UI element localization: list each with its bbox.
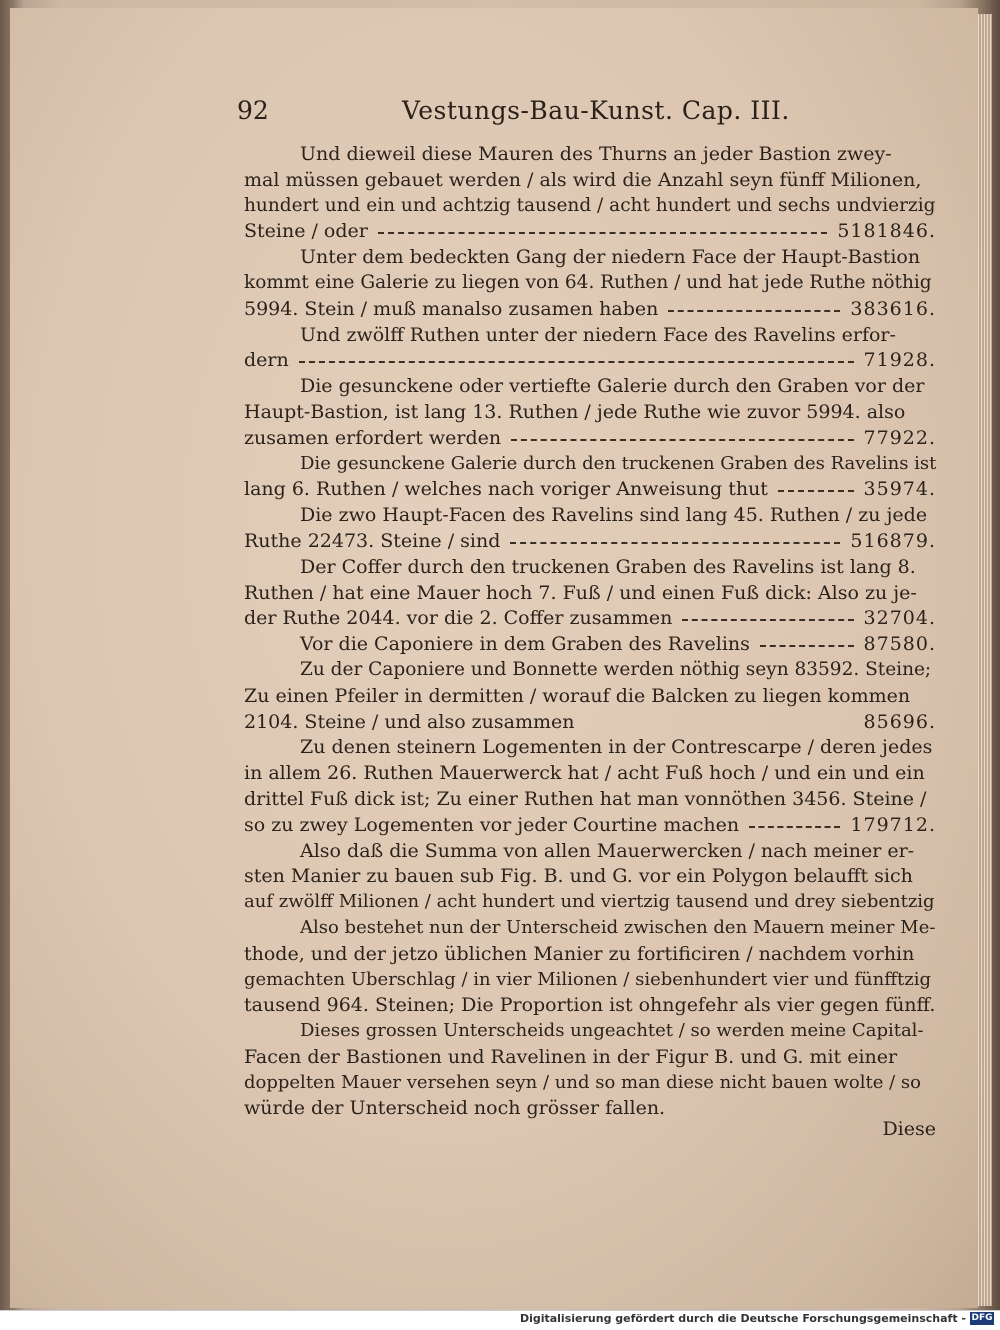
line-text: Die gesunckene Galerie durch den truckenen Graben des Ravelins ist — [300, 452, 936, 474]
text-line — [244, 711, 936, 737]
text-line — [244, 143, 936, 169]
page-header — [237, 96, 937, 132]
line-text: Vor die Caponiere in dem Graben des Ravelins — [300, 633, 750, 656]
text-line — [244, 478, 936, 504]
text-line — [244, 246, 936, 272]
line-text: Und zwölff Ruthen unter der niedern Face des Ravelins erfor- — [300, 323, 896, 346]
page-edges — [978, 14, 992, 1306]
dash-leader — [510, 542, 840, 544]
dash-leader — [682, 619, 853, 621]
body-text — [244, 143, 936, 1123]
text-line — [244, 1020, 936, 1046]
line-text: lang 6. Ruthen / welches nach voriger Anweisung thut — [244, 478, 768, 501]
line-text: doppelten Mauer versehen seyn / und so man diese nicht bauen wolte / so — [244, 1071, 921, 1093]
text-line — [244, 169, 936, 195]
line-sum: 5181846. — [837, 220, 936, 243]
line-text: Der Coffer durch den truckenen Graben des Ravelins ist lang 8. — [300, 555, 916, 578]
dash-leader — [749, 826, 840, 828]
line-text: Haupt-Bastion, ist lang 13. Ruthen / jede Ruthe wie zuvor 5994. also — [244, 400, 906, 423]
text-line — [244, 607, 936, 633]
line-text: tausend 964. Steinen; Die Proportion ist ohngefehr als vier gegen fünff. — [244, 994, 936, 1017]
line-text: Facen der Bastionen und Ravelinen in der Figur B. und G. mit einer — [244, 1045, 898, 1068]
text-line — [244, 1046, 936, 1072]
line-sum: 516879. — [850, 529, 936, 552]
text-line — [244, 375, 936, 401]
running-head: Vestungs-Bau-Kunst. Cap. III. — [402, 96, 790, 125]
line-text: 5994. Stein / muß manalso zusamen haben — [244, 297, 659, 320]
text-line — [244, 659, 936, 685]
text-line — [244, 969, 936, 995]
line-sum: 35974. — [863, 478, 936, 501]
text-line — [244, 865, 936, 891]
text-line — [244, 633, 936, 659]
text-line — [244, 762, 936, 788]
text-line — [244, 582, 936, 608]
text-line — [244, 840, 936, 866]
text-line — [244, 453, 936, 479]
text-line — [244, 994, 936, 1020]
page-number: 92 — [237, 96, 269, 125]
text-line — [244, 685, 936, 711]
dash-leader — [299, 361, 854, 363]
line-sum: 77922. — [863, 426, 936, 449]
text-line — [244, 427, 936, 453]
line-text: gemachten Uberschlag / in vier Milionen / siebenhundert vier und fünfftzig — [244, 968, 931, 990]
line-text: Zu der Caponiere und Bonnette werden nöthig seyn 83592. Steine; — [300, 658, 932, 680]
text-line — [244, 891, 936, 917]
dash-leader — [668, 310, 840, 312]
line-text: auf zwölff Milionen / acht hundert und viertzig tausend und drey siebentzig — [244, 891, 935, 913]
text-line — [244, 298, 936, 324]
catchword: Diese — [882, 1118, 936, 1140]
line-text: Zu denen steinern Logementen in der Contrescarpe / deren jedes — [300, 736, 933, 759]
line-text: Steine / oder — [244, 220, 368, 243]
text-line — [244, 220, 936, 246]
text-line — [244, 272, 936, 298]
line-text: dern — [244, 349, 289, 372]
line-text: Die gesunckene oder vertiefte Galerie durch den Graben vor der — [300, 375, 925, 398]
text-line — [244, 324, 936, 350]
line-text: Also bestehet nun der Unterscheid zwischen den Mauern meiner Me- — [300, 916, 936, 938]
line-sum: 179712. — [850, 813, 936, 836]
line-text: Zu einen Pfeiler in dermitten / worauf die Balcken zu liegen kommen — [244, 684, 911, 707]
dash-leader — [511, 439, 853, 441]
dash-leader — [378, 232, 827, 234]
dash-leader — [760, 645, 854, 647]
text-line — [244, 504, 936, 530]
line-text: 2104. Steine / und also zusammen — [244, 710, 575, 733]
text-line — [244, 736, 936, 762]
line-text: Die zwo Haupt-Facen des Ravelins sind lang 45. Ruthen / zu jede — [300, 504, 928, 527]
text-line — [244, 530, 936, 556]
line-sum: 87580. — [863, 633, 936, 656]
text-line — [244, 1097, 936, 1123]
text-line — [244, 788, 936, 814]
line-text: sten Manier zu bauen sub Fig. B. und G. vor ein Polygon belaufft sich — [244, 865, 913, 888]
dfg-logo: DFG — [971, 1313, 993, 1323]
line-sum: 383616. — [850, 297, 936, 320]
line-text: Unter dem bedeckten Gang der niedern Face der Haupt-Bastion — [300, 246, 921, 269]
line-text: Ruthe 22473. Steine / sind — [244, 529, 501, 552]
line-text: der Ruthe 2044. vor die 2. Coffer zusammen — [244, 607, 673, 630]
line-sum: 71928. — [863, 349, 936, 372]
line-sum: 32704. — [863, 607, 936, 630]
line-sum: 85696. — [863, 710, 936, 733]
line-text: so zu zwey Logementen vor jeder Courtine machen — [244, 813, 740, 836]
text-line — [244, 349, 936, 375]
text-line — [244, 556, 936, 582]
text-line — [244, 814, 936, 840]
text-line — [244, 195, 936, 221]
line-text: mal müssen gebauet werden / als wird die Anzahl seyn fünff Milionen, — [244, 168, 922, 191]
line-text: Dieses grossen Unterscheids ungeachtet / so werden meine Capital- — [300, 1020, 924, 1042]
line-text: Also daß die Summa von allen Mauerwercken / nach meiner er- — [300, 839, 915, 862]
text-line — [244, 1072, 936, 1098]
line-text: drittel Fuß dick ist; Zu einer Ruthen hat man vonnöthen 3456. Steine / — [244, 787, 927, 810]
line-text: Ruthen / hat eine Mauer hoch 7. Fuß / und einen Fuß dick: Also zu je- — [244, 581, 917, 604]
line-text: thode, und der jetzo üblichen Manier zu fortificiren / nachdem vorhin — [244, 942, 915, 965]
line-text: zusamen erfordert werden — [244, 426, 502, 449]
text-line — [244, 917, 936, 943]
text-line — [244, 401, 936, 427]
line-text: hundert und ein und achtzig tausend / acht hundert und sechs undvierzig — [244, 194, 936, 216]
line-text: würde der Unterscheid noch grösser fallen. — [244, 1097, 666, 1120]
digitization-credit: Digitalisierung gefördert durch die Deutsche Forschungsgemeinschaft - — [519, 1312, 966, 1325]
line-text: kommt eine Galerie zu liegen von 64. Ruthen / und hat jede Ruthe nöthig — [244, 271, 932, 293]
line-text: Und dieweil diese Mauren des Thurns an jeder Bastion zwey- — [300, 143, 892, 165]
text-line — [244, 943, 936, 969]
dash-leader — [778, 490, 854, 492]
line-text: in allem 26. Ruthen Mauerwerck hat / acht Fuß hoch / und ein und ein — [244, 762, 925, 785]
